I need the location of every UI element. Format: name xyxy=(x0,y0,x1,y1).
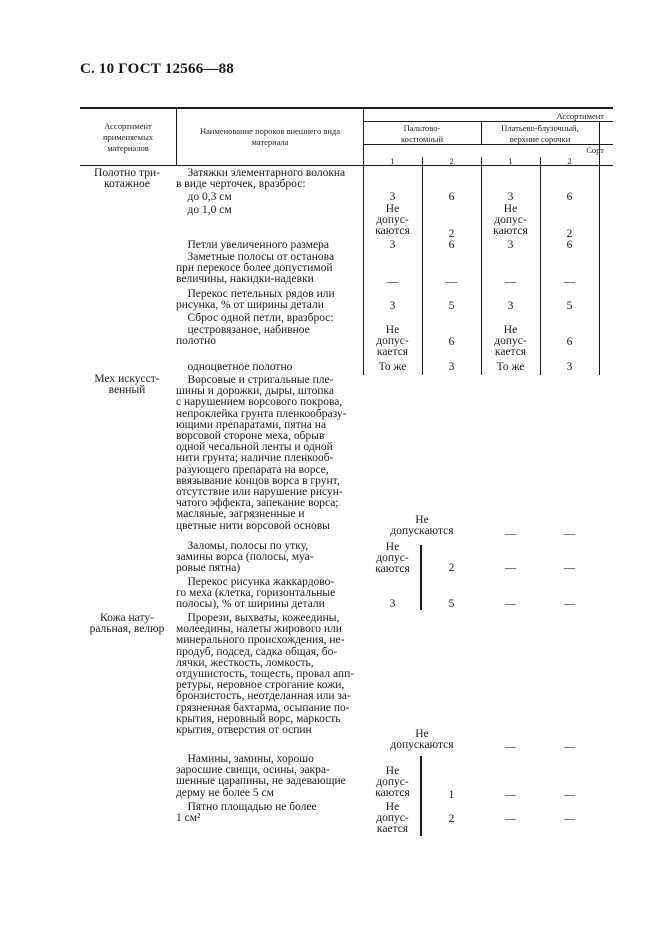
value-cell: — xyxy=(504,813,517,825)
value-cell: 3 xyxy=(507,300,514,312)
value-cell: 6 xyxy=(448,239,455,251)
value-cell: Не допускаются xyxy=(390,728,454,752)
defect-text: Пятно площадью не более 1 см² xyxy=(176,801,317,825)
value-cell: 1 xyxy=(448,789,455,801)
value-cell: — xyxy=(504,789,517,801)
header-dress-blouse: Платьево-блузочный, верхние сорочки xyxy=(501,123,579,144)
value-cell: Не допускаются xyxy=(390,514,454,538)
value-cell: — xyxy=(504,598,517,610)
value-cell: Не допус- каются xyxy=(375,765,410,800)
defect-text: Петли увеличенного размера xyxy=(176,239,329,251)
value-cell: 6 xyxy=(566,191,573,203)
value-cell: — xyxy=(563,789,576,801)
defect-text: Заметные полосы от останова при перекосе более допустимой величины, накидки-надевки xyxy=(176,251,335,286)
value-cell: — xyxy=(563,528,576,540)
value-cell: 5 xyxy=(448,300,455,312)
value-cell: 2 xyxy=(448,562,455,574)
defect-text: одноцветное полотно xyxy=(176,361,293,373)
value-cell: То же xyxy=(378,361,407,373)
value-cell: Не допус- кается xyxy=(376,324,409,359)
value-cell: — xyxy=(563,562,576,574)
value-cell: — xyxy=(504,562,517,574)
defect-text: до 1,0 см xyxy=(176,204,232,216)
value-cell: 6 xyxy=(566,239,573,251)
defect-text: Сброс одной петли, вразброс: xyxy=(176,312,334,324)
value-cell: 3 xyxy=(389,300,396,312)
value-cell: — xyxy=(563,813,576,825)
value-cell: — xyxy=(386,276,399,288)
defect-text: Ворсовые и стригальные пле- шины и дорожки, дыры, штопка с нарушением ворсового покрова, непроклейка грунта пленкообразу- ющими препаратами, пятна на ворсовой стороне меха, обрыв одной чесальной ленты и одной нити грунта; наличие пленкооб- разующего препарата на ворсе, ввязывание концов ворса в грунт, отсутствие или нарушение рисун- чатого эффекта, запекание ворса; масляные, загрязненные и цветные нити ворсовой основы xyxy=(176,374,347,532)
defect-text: Перекос рисунка жаккардово- го меха (клетка, горизонтальные полосы), % от ширины детали xyxy=(176,576,336,611)
material-natural-leather: Кожа нату- ральная, велюр xyxy=(89,612,165,636)
defect-text: цестровязаное, набивное полотно xyxy=(176,324,310,348)
header-grade-2-dress: 2 xyxy=(567,156,572,166)
value-cell: — xyxy=(504,528,517,540)
value-cell: То же xyxy=(496,361,525,373)
value-cell: 3 xyxy=(389,191,396,203)
value-cell: 2 xyxy=(448,813,455,825)
value-cell: Не допус- каются xyxy=(375,203,410,238)
header-grade-2-coat: 2 xyxy=(449,156,454,166)
header-assortment-materials: Ассортимент применяемых материалов xyxy=(102,121,154,153)
value-cell: 6 xyxy=(566,336,573,348)
value-cell: — xyxy=(504,276,517,288)
value-cell: 3 xyxy=(566,361,573,373)
value-cell: — xyxy=(563,741,576,753)
defect-text: Намины, замины, хорошо заросшие свищи, осины, закра- шенные царапины, не задевающие дерму не более 5 см xyxy=(176,753,346,799)
value-cell: 2 xyxy=(566,228,573,240)
defect-text: Перекос петельных рядов или рисунка, % от ширины детали xyxy=(176,288,335,312)
material-artificial-fur: Мех искусст- венный xyxy=(94,373,160,397)
defect-text: до 0,3 см xyxy=(176,191,232,203)
header-defect-name: Наименование пороков внешнего вида материала xyxy=(200,126,340,147)
defect-text: Заломы, полосы по утку, замины ворса (полосы, муа- ровые пятна) xyxy=(176,540,314,575)
value-cell: 5 xyxy=(566,300,573,312)
defect-text: Прорези, выхваты, кожеедины, молеедины, налеты жирового или минерального происхождения, не- продуб, подсед, садка общая, бо- лячки, жесткость, ломкость, отдушистость, тощесть, провал апп- ретуры, неровное строгание кожи, бронзистость, неотделанная или за- грязненная бахтарма, осыпание по- крытия, неровный ворс, маркость крытия, отверстия от оспин xyxy=(176,612,355,737)
header-grade: Сорт xyxy=(586,145,604,155)
value-cell: 3 xyxy=(389,239,396,251)
value-cell: 5 xyxy=(448,598,455,610)
defect-text: Затяжки элементарного волокна в виде черточек, вразброс: xyxy=(176,167,346,191)
page-header: С. 10 ГОСТ 12566—88 xyxy=(80,61,234,77)
value-cell: 3 xyxy=(389,598,396,610)
header-assortment: Ассортимент xyxy=(556,111,604,121)
value-cell: — xyxy=(504,741,517,753)
value-cell: Не допус- каются xyxy=(375,541,410,576)
value-cell: — xyxy=(563,276,576,288)
value-cell: — xyxy=(563,598,576,610)
value-cell: 3 xyxy=(507,239,514,251)
material-knitted-fabric: Полотно три- котажное xyxy=(94,167,160,191)
header-grade-1-coat: 1 xyxy=(390,156,395,166)
header-coat-suit: Пальтово- костюмный xyxy=(400,123,444,144)
value-cell: Не допус- каются xyxy=(493,203,528,238)
value-cell: 6 xyxy=(448,191,455,203)
value-cell: Не допус- кается xyxy=(494,324,527,359)
value-cell: 3 xyxy=(448,361,455,373)
value-cell: 3 xyxy=(507,191,514,203)
value-cell: 6 xyxy=(448,336,455,348)
value-cell: — xyxy=(445,276,458,288)
header-grade-1-dress: 1 xyxy=(508,156,513,166)
value-cell: 2 xyxy=(448,228,455,240)
value-cell: Не допус- кается xyxy=(376,801,409,836)
